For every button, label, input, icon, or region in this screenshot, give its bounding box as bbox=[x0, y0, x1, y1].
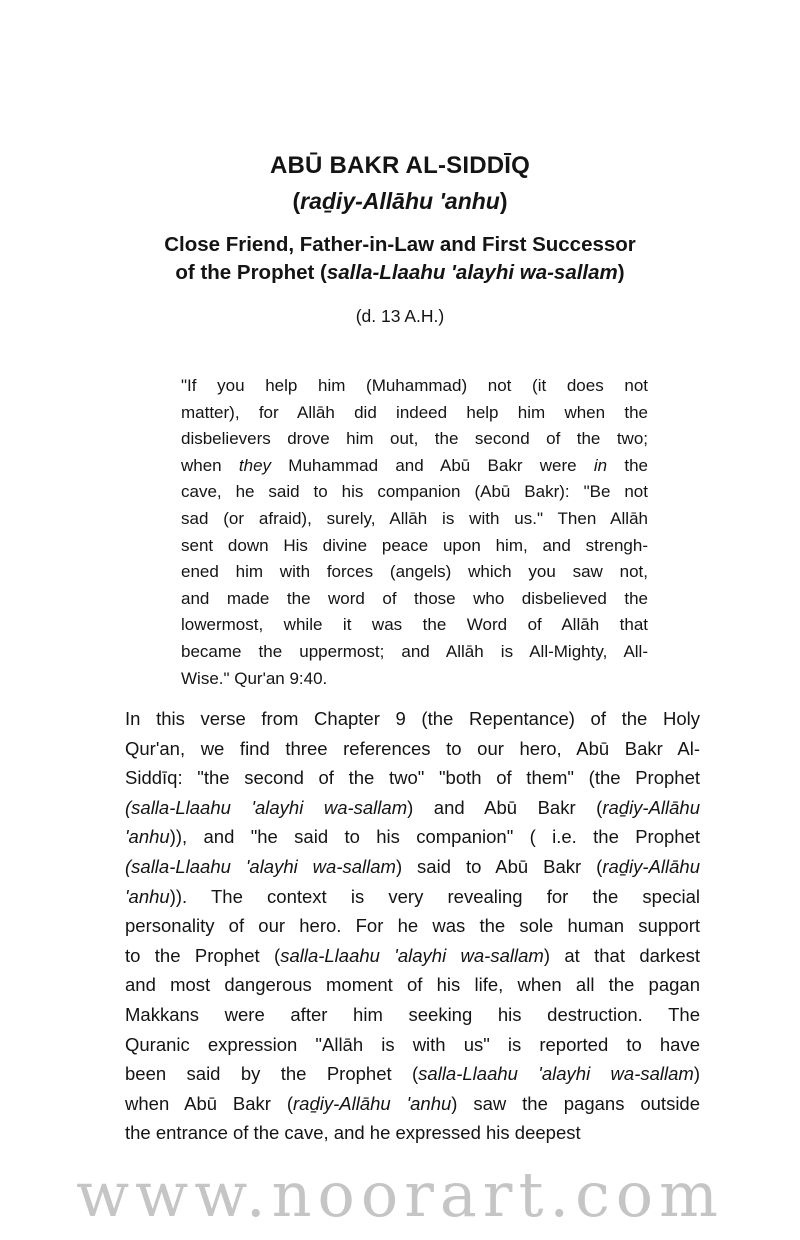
italic-text: salla-Llaahu 'alayhi wa-sallam bbox=[418, 1063, 694, 1085]
text: In this verse from Chapter 9 (the Repentance) of the Holy bbox=[125, 708, 700, 729]
body-line bbox=[125, 970, 700, 999]
italic-text: raḏiy-Allāhu bbox=[602, 856, 700, 877]
body-line bbox=[125, 704, 700, 733]
text: when bbox=[181, 455, 239, 475]
italic-text: raḏiy-Allāhu bbox=[602, 796, 701, 818]
quote-line bbox=[181, 426, 648, 452]
body-line bbox=[125, 911, 700, 940]
text: the entrance of the cave, and he expressed his deepest bbox=[125, 1122, 581, 1144]
italic-text: raḏiy-Allāhu 'anhu bbox=[293, 1092, 452, 1114]
heading-line-1: Close Friend, Father-in-Law and First Successor bbox=[164, 233, 636, 256]
text: ened him with forces (angels) which you saw not, bbox=[181, 562, 648, 582]
text: disbelievers drove him out, the second of the two; bbox=[181, 429, 648, 449]
watermark: www.noorart.com bbox=[76, 1158, 724, 1231]
italic-text: 'anhu bbox=[125, 826, 170, 848]
death-date: (d. 13 A.H.) bbox=[355, 306, 445, 326]
quote-line bbox=[181, 479, 648, 505]
text: Qur'an, we find three references to our hero, Abū Bakr Al- bbox=[125, 737, 700, 759]
chapter-heading bbox=[0, 231, 800, 287]
text: Muhammad and Abū Bakr were bbox=[271, 455, 594, 475]
text: when Abū Bakr ( bbox=[125, 1092, 294, 1114]
heading-line-2-italic: salla-Llaahu 'alayhi wa-sallam bbox=[326, 261, 618, 284]
heading-line-2-close: ) bbox=[617, 261, 625, 284]
text: ) said to Abū Bakr ( bbox=[395, 856, 603, 877]
chapter-title: ABŪ BAKR AL-SIDDĪQ bbox=[269, 152, 531, 179]
text: ) bbox=[693, 1063, 700, 1085]
text: matter), for Allāh did indeed help him when the bbox=[181, 402, 648, 422]
body-line bbox=[125, 1030, 700, 1059]
text: Wise." Qur'an 9:40. bbox=[181, 668, 328, 688]
body-line bbox=[125, 1089, 700, 1118]
text: became the uppermost; and Allāh is All-Mighty, All- bbox=[181, 642, 648, 661]
text: and most dangerous moment of his life, when all the pagan bbox=[125, 974, 700, 996]
subtitle-close-paren: ) bbox=[499, 188, 508, 214]
quote-line bbox=[181, 400, 648, 426]
quote-line bbox=[181, 666, 648, 692]
text: sad (or afraid), surely, Allāh is with us." Then Allāh bbox=[181, 509, 648, 528]
quote-line bbox=[181, 559, 648, 585]
text: to the Prophet ( bbox=[125, 944, 281, 966]
text: "If you help him (Muhammad) not (it does not bbox=[181, 376, 648, 395]
text: ) saw the pagans outside bbox=[451, 1092, 701, 1114]
body-line bbox=[125, 852, 700, 881]
text: lowermost, while it was the Word of Allāh that bbox=[181, 615, 648, 635]
body-line bbox=[125, 734, 700, 763]
text: sent down His divine peace upon him, and strengh- bbox=[181, 535, 648, 555]
text: and made the word of those who disbelieved the bbox=[181, 588, 648, 608]
body-line bbox=[125, 1000, 700, 1029]
body-line bbox=[125, 822, 700, 851]
italic-text: (salla-Llaahu 'alayhi wa-sallam bbox=[125, 796, 408, 818]
text: ) and Abū Bakr ( bbox=[407, 796, 603, 818]
text: been said by the Prophet ( bbox=[125, 1063, 419, 1085]
text: Quranic expression "Allāh is with us" is reported to have bbox=[125, 1033, 700, 1055]
heading-line-2-plain: of the Prophet ( bbox=[175, 261, 327, 284]
body-line bbox=[125, 882, 700, 911]
text: )), and "he said to his companion" ( i.e. the Prophet bbox=[169, 826, 700, 848]
text: Makkans were after him seeking his destruction. The bbox=[125, 1004, 700, 1025]
italic-text: they bbox=[238, 455, 272, 475]
italic-text: salla-Llaahu 'alayhi wa-sallam bbox=[280, 944, 544, 966]
text: ) at that darkest bbox=[543, 944, 700, 966]
body-line bbox=[125, 941, 700, 970]
italic-text: in bbox=[593, 455, 608, 475]
text: )). The context is very revealing for the special bbox=[169, 885, 700, 907]
text: the bbox=[607, 455, 648, 475]
italic-text: 'anhu bbox=[125, 885, 170, 907]
heading-line-2 bbox=[0, 259, 800, 287]
quote-line bbox=[181, 586, 648, 612]
quote-line bbox=[181, 612, 648, 638]
chapter-subtitle bbox=[0, 188, 800, 215]
body-line bbox=[125, 1118, 700, 1147]
body-line bbox=[125, 1059, 700, 1088]
subtitle-text: raḏiy-Allāhu 'anhu bbox=[300, 188, 500, 214]
body-line bbox=[125, 793, 700, 822]
body-line bbox=[125, 763, 700, 792]
text: Siddīq: "the second of the two" "both of them" (the Prophet bbox=[125, 767, 700, 789]
quote-line bbox=[181, 533, 648, 559]
quote-line bbox=[181, 506, 648, 532]
text: cave, he said to his companion (Abū Bakr): "Be not bbox=[181, 482, 648, 502]
quote-line bbox=[181, 453, 648, 479]
italic-text: (salla-Llaahu 'alayhi wa-sallam bbox=[125, 856, 396, 877]
subtitle-open-paren: ( bbox=[292, 188, 301, 214]
quote-line bbox=[181, 373, 648, 399]
quote-line bbox=[181, 639, 648, 665]
text: personality of our hero. For he was the sole human support bbox=[125, 915, 700, 937]
